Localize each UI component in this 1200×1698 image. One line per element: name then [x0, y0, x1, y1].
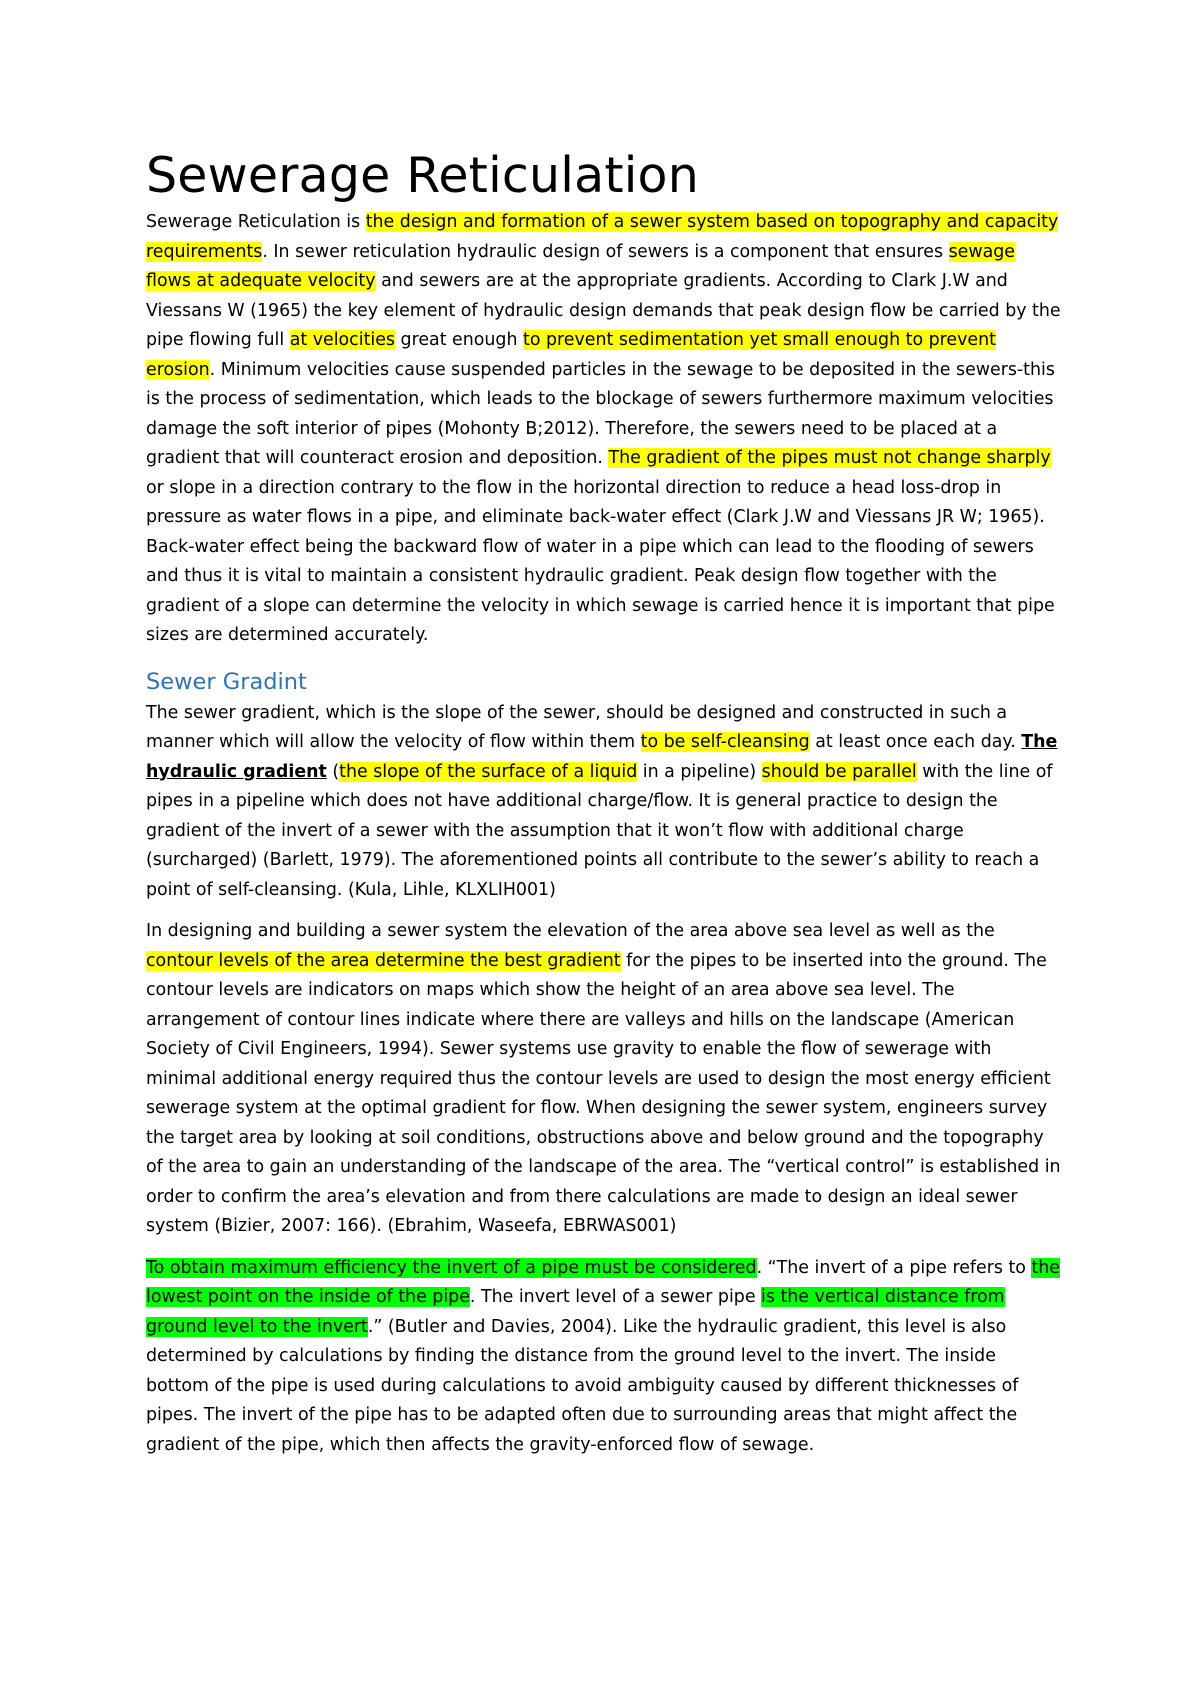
gradient-highlight-1: to be self-cleansing	[640, 732, 810, 752]
invert-text-2: . The invert level of a sewer pipe	[469, 1287, 762, 1307]
intro-highlight-3: at velocities	[289, 330, 395, 350]
invert-highlight-3: is the vertical distance from ground level to the invert	[146, 1287, 1005, 1337]
intro-highlight-2: sewage flows at adequate velocity	[146, 241, 1015, 291]
gradient-highlight-3: should be parallel	[761, 761, 917, 782]
gradient-paragraph	[146, 699, 1064, 906]
invert-highlight-1: To obtain maximum efficiency the invert of a pipe must be considered	[146, 1257, 757, 1278]
contour-text-1: In designing and building a sewer system the elevation of the area above sea level as well as the	[146, 921, 995, 941]
contour-highlight-1: contour levels of the area determine the best gradient	[146, 950, 621, 971]
gradient-highlight-2: the slope of the surface of a liquid	[339, 761, 638, 782]
intro-text-1: Sewerage Reticulation is	[146, 212, 366, 232]
intro-paragraph	[146, 208, 1064, 651]
gradient-text-4: in a pipeline)	[637, 761, 762, 782]
gradient-text-1: The sewer gradient, which is the slope of the sewer, should be designed and constructed in such a manner which will allow the velocity of flow within them	[146, 702, 1008, 752]
hydraulic-gradient-term: The hydraulic gradient	[146, 732, 1058, 782]
intro-text-6: or slope in a direction contrary to the flow in the horizontal direction to reduce a head loss-drop in pressure as water flows in a pipe, and eliminate back-water effect (Clark J.W and Viessans JR W; 1965). Back-water effect being the backward flow of water in a pipe which can lead to the flooding of sewers and thus it is vital to maintain a consistent hydraulic gradient. Peak design flow together with the gradient of a slope can determine the velocity in which sewage is carried hence it is important that pipe sizes are determined accurately.	[146, 477, 1055, 645]
document-body	[146, 146, 1064, 1460]
invert-paragraph	[146, 1254, 1064, 1461]
invert-highlight-2: the lowest point on the inside of the pipe	[146, 1257, 1061, 1307]
intro-highlight-5: The gradient of the pipes must not change sharply	[608, 448, 1051, 468]
intro-text-2: . In sewer reticulation hydraulic design of sewers is a component that ensures	[262, 241, 949, 262]
intro-text-3: and sewers are at the appropriate gradients. According to Clark J.W and Viessans W (1965) the key element of hydraulic design demands that peak design flow be carried by the pipe flowing full	[146, 271, 1061, 350]
gradient-text-3: (	[326, 761, 340, 782]
intro-text-5: . Minimum velocities cause suspended particles in the sewage to be deposited in the sewers-this is the process of sedimentation, which leads to the blockage of sewers furthermore maximum velocities damage the soft interior of pipes (Mohonty B;2012). Therefore, the sewers need to be placed at a gradient that will counteract erosion and deposition.	[146, 359, 1055, 468]
invert-text-3: .” (Butler and Davies, 2004). Like the hydraulic gradient, this level is also determined by calculations by finding the distance from the ground level to the invert. The inside bottom of the pipe is used during calculations to avoid ambiguity caused by different thicknesses of pipes. The invert of the pipe has to be adapted often due to surrounding areas that might affect the gradient of the pipe, which then affects the gravity-enforced flow of sewage.	[146, 1316, 1019, 1455]
gradient-text-2: at least once each day.	[809, 732, 1022, 752]
contour-text-2: for the pipes to be inserted into the ground. The contour levels are indicators on maps which show the height of an area above sea level. The arrangement of contour lines indicate where there are valleys and hills on the landscape (American Society of Civil Engineers, 1994). Sewer systems use gravity to enable the flow of sewerage with minimal additional energy required thus the contour levels are used to design the most energy efficient sewerage system at the optimal gradient for flow. When designing the sewer system, engineers survey the target area by looking at soil conditions, obstructions above and below ground and the topography of the area to gain an understanding of the landscape of the area. The “vertical control” is established in order to confirm the area’s elevation and from there calculations are made to design an ideal sewer system (Bizier, 2007: 166). (Ebrahim, Waseefa, EBRWAS001)	[146, 950, 1061, 1236]
intro-text-4: great enough	[395, 330, 524, 350]
intro-highlight-4: to prevent sedimentation yet small enough to prevent erosion	[146, 330, 996, 380]
contour-paragraph	[146, 917, 1064, 1242]
gradient-text-5: with the line of pipes in a pipeline which does not have additional charge/flow. It is general practice to design the gradient of the invert of a sewer with the assumption that it won’t flow with additional charge (surcharged) (Barlett, 1979). The aforementioned points all contribute to the sewer’s ability to reach a point of self-cleansing. (Kula, Lihle, KLXLIH001)	[146, 761, 1053, 900]
section-heading-sewer-gradient: Sewer Gradint	[146, 668, 307, 695]
page-title: Sewerage Reticulation	[146, 147, 699, 204]
intro-highlight-1: the design and formation of a sewer system based on topography and capacity requirements	[146, 212, 1059, 262]
invert-text-1: . “The invert of a pipe refers to	[756, 1257, 1032, 1278]
